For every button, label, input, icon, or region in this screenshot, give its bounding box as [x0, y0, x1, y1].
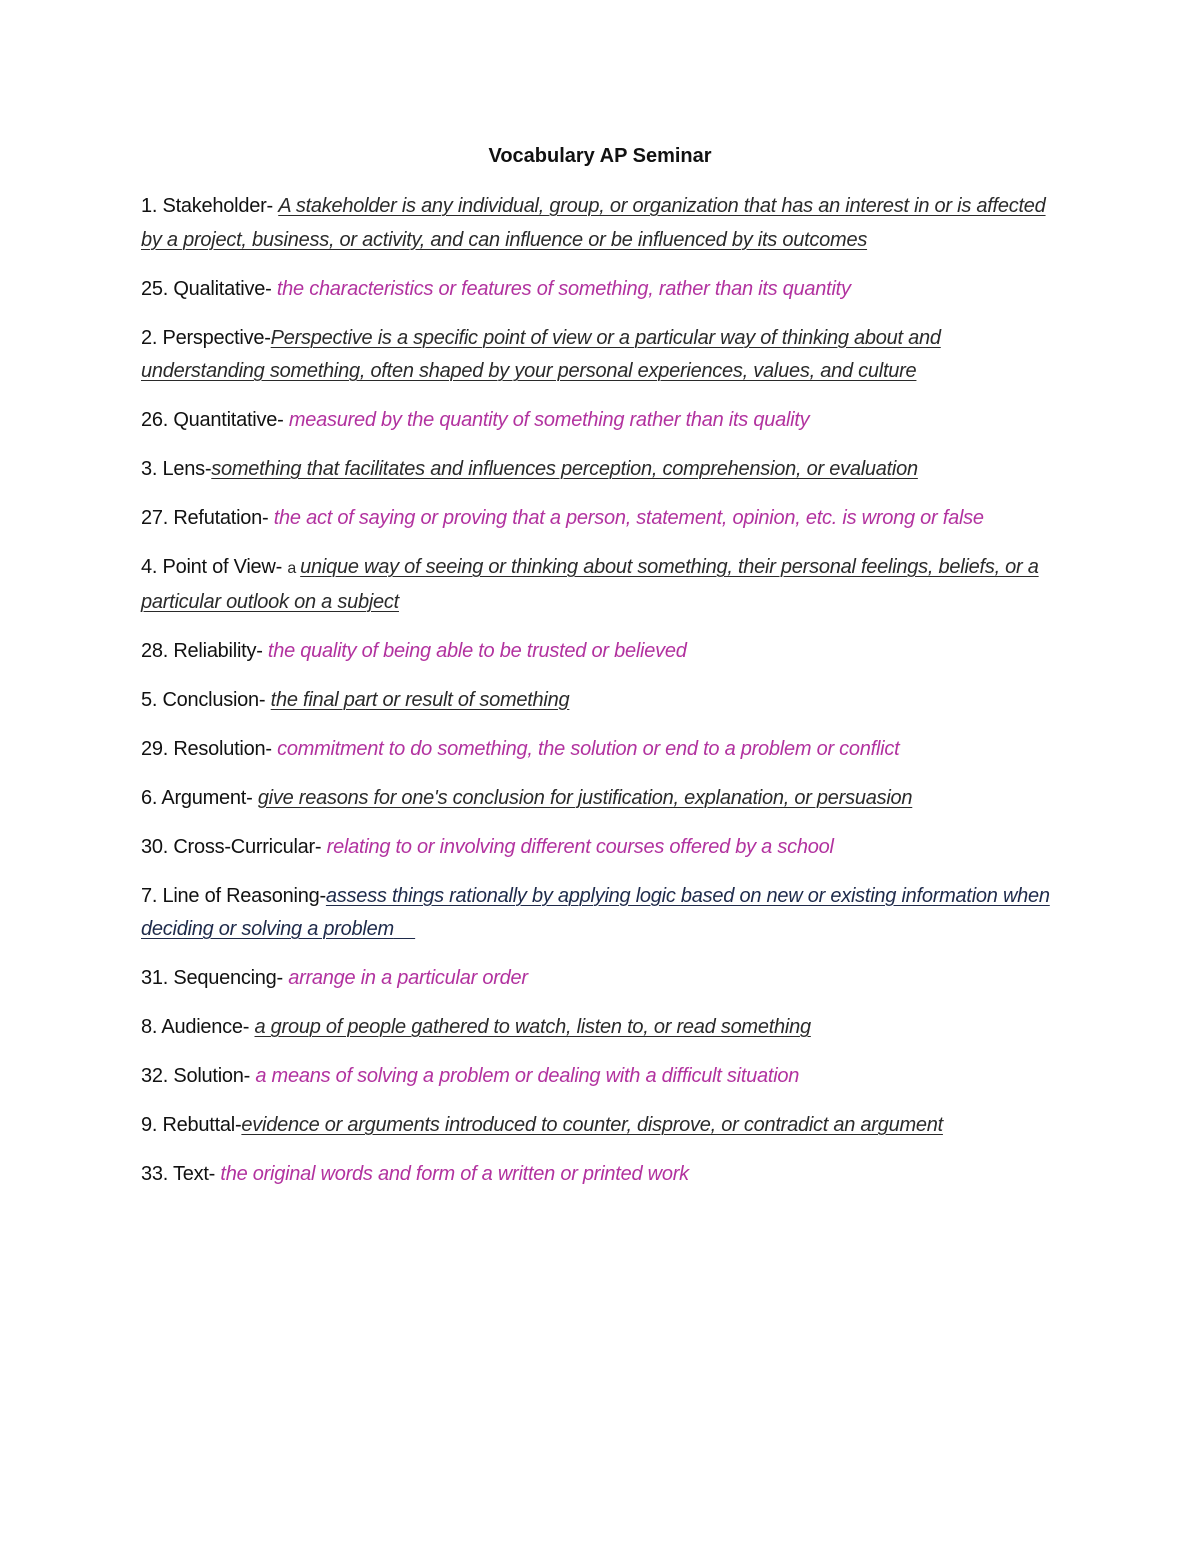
vocab-definition: A stakeholder is any individual, group, or organization that has an interest in or is affected by a project, business, or activity, and can influence or be influenced by its outcomes	[141, 195, 1046, 251]
vocab-definition-lead: a	[287, 560, 301, 577]
vocab-term: 4. Point of View-	[141, 556, 288, 578]
vocab-entry	[141, 962, 1066, 996]
vocab-definition: the original words and form of a written or printed work	[220, 1163, 689, 1185]
vocab-entry	[141, 1060, 1066, 1094]
vocab-definition: assess things rationally by applying logic based on new or existing information when deciding or solving a problem	[141, 884, 1050, 940]
vocab-entry	[141, 273, 1066, 307]
vocab-definition: measured by the quantity of something rather than its quality	[288, 409, 810, 431]
vocab-definition: the quality of being able to be trusted or believed	[267, 639, 687, 662]
vocab-definition: the characteristics or features of something, rather than its quantity	[276, 277, 851, 300]
vocab-definition: the final part or result of something	[270, 688, 570, 711]
vocab-definition: Perspective is a specific point of view or a particular way of thinking about and understanding something, often shaped by your personal experiences, values, and culture	[141, 326, 941, 382]
vocab-definition: a group of people gathered to watch, listen to, or read something	[254, 1016, 811, 1038]
vocab-definition: evidence or arguments introduced to counter, disprove, or contradict an argument	[241, 1114, 943, 1136]
vocab-entry	[141, 880, 1066, 947]
vocab-entry	[141, 1158, 1066, 1192]
vocab-definition: arrange in a particular order	[288, 967, 528, 989]
vocab-term: 33. Text-	[141, 1163, 221, 1185]
vocab-definition: give reasons for one's conclusion for justification, explanation, or persuasion	[257, 786, 913, 809]
vocab-term: 30. Cross-Curricular-	[141, 835, 327, 858]
vocab-term: 27. Refutation-	[141, 507, 274, 529]
vocab-term: 1. Stakeholder-	[141, 195, 279, 217]
vocab-term: 2. Perspective-	[141, 326, 271, 349]
vocab-term: 9. Rebuttal-	[141, 1114, 242, 1136]
vocab-term: 5. Conclusion-	[141, 688, 271, 711]
vocab-definition: a means of solving a problem or dealing with a difficult situation	[255, 1065, 800, 1087]
vocab-term: 8. Audience-	[141, 1016, 255, 1038]
vocab-term: 26. Quantitative-	[141, 409, 289, 431]
vocab-term: 29. Resolution-	[141, 737, 278, 760]
vocab-entry	[141, 190, 1066, 257]
vocab-entry	[141, 831, 1066, 865]
vocab-term: 28. Reliability-	[141, 639, 268, 662]
vocab-entry	[141, 782, 1066, 816]
vocab-entry	[141, 404, 1066, 438]
vocab-term: 6. Argument-	[141, 786, 258, 809]
vocabulary-list	[141, 190, 1066, 1207]
document-title: Vocabulary AP Seminar	[488, 145, 712, 167]
vocab-entry	[141, 684, 1066, 718]
vocab-definition: the act of saying or proving that a person, statement, opinion, etc. is wrong or false	[273, 507, 984, 529]
vocab-term: 7. Line of Reasoning-	[141, 884, 326, 907]
underline-trail	[394, 918, 415, 940]
vocab-term: 32. Solution-	[141, 1065, 256, 1087]
vocab-entry	[141, 551, 1066, 619]
vocab-entry	[141, 322, 1066, 389]
vocab-entry	[141, 1011, 1066, 1045]
vocab-entry	[141, 502, 1066, 536]
vocab-entry	[141, 1109, 1066, 1143]
vocab-entry	[141, 635, 1066, 669]
vocab-term: 3. Lens-	[141, 458, 212, 480]
vocab-entry	[141, 453, 1066, 487]
vocab-term: 25. Qualitative-	[141, 277, 277, 300]
vocab-term: 31. Sequencing-	[141, 967, 289, 989]
vocab-definition: something that facilitates and influences perception, comprehension, or evaluation	[211, 458, 918, 480]
vocab-definition: commitment to do something, the solution or end to a problem or conflict	[277, 737, 900, 760]
vocab-entry	[141, 733, 1066, 767]
vocab-definition: relating to or involving different courses offered by a school	[326, 835, 834, 858]
vocab-definition: unique way of seeing or thinking about something, their personal feelings, beliefs, or a particular outlook on a subject	[141, 556, 1039, 613]
